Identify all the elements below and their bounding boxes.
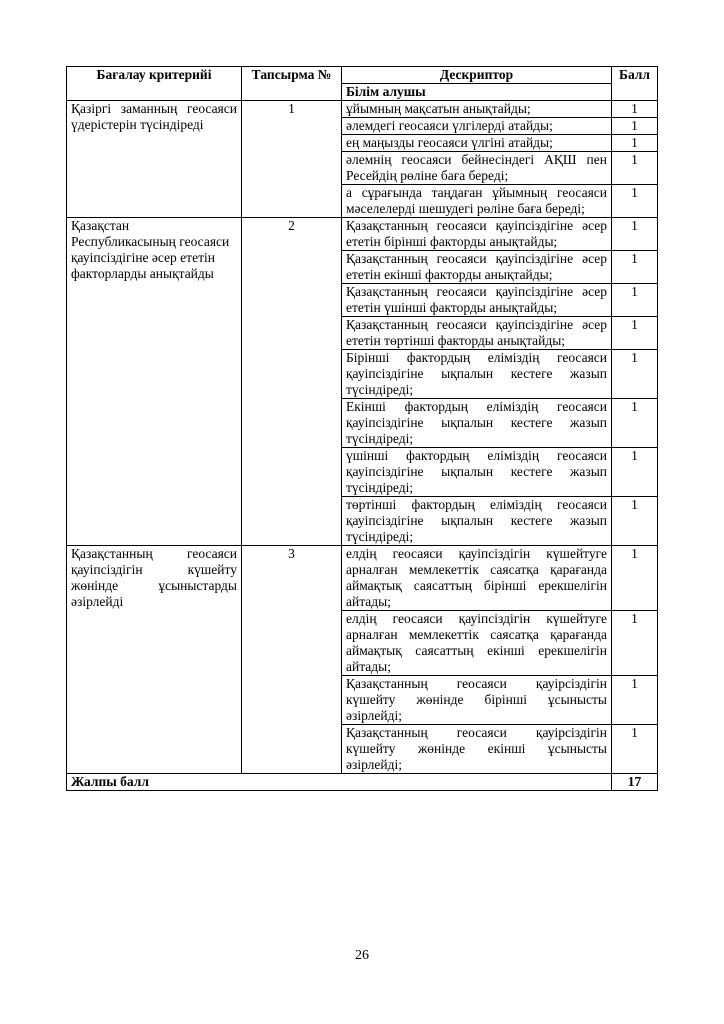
descriptor-cell: елдің геосаяси қауіпсіздігін күшейтуге арналған мемлекеттік саясатқа қарағанда аймақтық саясаттың бірінші ерекшелігін айтады;	[342, 546, 612, 611]
descriptor-cell: үшінші фактордың еліміздің геосаяси қауіпсіздігіне ықпалын кестеге жазып түсіндіреді;	[342, 448, 612, 497]
descriptor-cell: Қазақстанның геосаяси қауіпсіздігіне әсер ететін екінші факторды анықтайды;	[342, 251, 612, 284]
descriptor-cell: а сұрағында таңдаған ұйымның геосаяси мәселелерді шешудегі рөліне баға береді;	[342, 185, 612, 218]
descriptor-cell: елдің геосаяси қауіпсіздігін күшейтуге арналған мемлекеттік саясатқа қарағанда аймақтық саясаттың екінші ерекшелігін айтады;	[342, 611, 612, 676]
score-cell: 1	[612, 251, 658, 284]
descriptor-cell: Қазақстанның геосаяси қауіпсіздігіне әсер ететін бірінші факторды анықтайды;	[342, 218, 612, 251]
descriptor-cell: Бірінші фактордың еліміздің геосаяси қауіпсіздігіне ықпалын кестеге жазып түсіндіреді;	[342, 350, 612, 399]
task-number-cell: 2	[242, 218, 342, 546]
score-cell: 1	[612, 546, 658, 611]
task-number-cell: 3	[242, 546, 342, 774]
score-cell: 1	[612, 350, 658, 399]
descriptor-cell: Қазақстанның геосаяси қауіпсіздігіне әсер ететін төртінші факторды анықтайды;	[342, 317, 612, 350]
score-cell: 1	[612, 448, 658, 497]
score-cell: 1	[612, 399, 658, 448]
criterion-cell: Қазіргі заманның геосаяси үдерістерін түсіндіреді	[67, 101, 242, 218]
score-cell: 1	[612, 497, 658, 546]
score-cell: 1	[612, 284, 658, 317]
table-row	[67, 101, 658, 118]
task-number-cell: 1	[242, 101, 342, 218]
descriptor-cell: төртінші фактордың еліміздің геосаяси қауіпсіздігіне ықпалын кестеге жазып түсіндіреді;	[342, 497, 612, 546]
score-cell: 1	[612, 218, 658, 251]
subheader-student: Білім алушы	[342, 84, 612, 101]
score-cell: 1	[612, 317, 658, 350]
criterion-cell: Қазақстан Республикасының геосаяси қауіпсіздігіне әсер ететін факторларды анықтайды	[67, 218, 242, 546]
descriptor-cell: ұйымның мақсатын анықтайды;	[342, 101, 612, 118]
total-score: 17	[612, 774, 658, 791]
header-descriptor: Дескриптор	[342, 67, 612, 84]
descriptor-cell: ең маңызды геосаяси үлгіні атайды;	[342, 135, 612, 152]
criterion-cell: Қазақстанның геосаяси қауіпсіздігін күшейту жөнінде ұсыныстарды әзірлейді	[67, 546, 242, 774]
total-row	[67, 774, 658, 791]
header-task: Тапсырма №	[242, 67, 342, 101]
descriptor-cell: Қазақстанның геосаяси қауіпсіздігіне әсер ететін үшінші факторды анықтайды;	[342, 284, 612, 317]
assessment-rubric-table	[66, 66, 658, 791]
descriptor-cell: әлемдегі геосаяси үлгілерді атайды;	[342, 118, 612, 135]
table-row	[67, 218, 658, 251]
score-cell: 1	[612, 725, 658, 774]
table-row	[67, 546, 658, 611]
rubric-body	[67, 67, 658, 791]
score-cell: 1	[612, 101, 658, 118]
descriptor-cell: әлемнің геосаяси бейнесіндегі АҚШ пен Ресейдің рөліне баға береді;	[342, 152, 612, 185]
page-number: 26	[355, 948, 369, 963]
descriptor-cell: Екінші фактордың еліміздің геосаяси қауіпсіздігіне ықпалын кестеге жазып түсіндіреді;	[342, 399, 612, 448]
descriptor-cell: Қазақстанның геосаяси қауірсіздігін күшейту жөнінде бірінші ұсынысты әзірлейді;	[342, 676, 612, 725]
header-criterion: Бағалау критерийі	[67, 67, 242, 101]
header-row	[67, 67, 658, 84]
score-cell: 1	[612, 135, 658, 152]
score-cell: 1	[612, 676, 658, 725]
score-cell: 1	[612, 611, 658, 676]
header-score: Балл	[612, 67, 658, 101]
total-label: Жалпы балл	[67, 774, 612, 791]
score-cell: 1	[612, 152, 658, 185]
score-cell: 1	[612, 118, 658, 135]
score-cell: 1	[612, 185, 658, 218]
descriptor-cell: Қазақстанның геосаяси қауірсіздігін күшейту жөнінде екінші ұсынысты әзірлейді;	[342, 725, 612, 774]
